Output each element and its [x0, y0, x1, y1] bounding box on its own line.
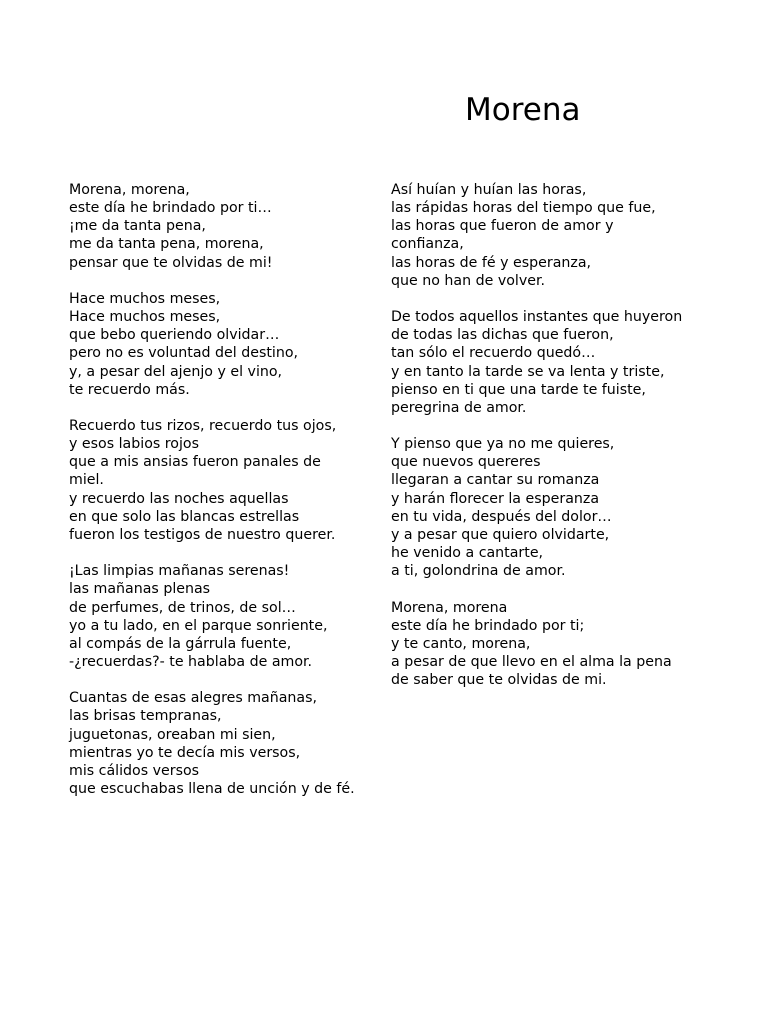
poem-line: pienso en ti que una tarde te fuiste, [391, 381, 646, 398]
poem-stanza [391, 308, 731, 417]
poem-line: que escuchabas llena de unción y de fé. [69, 781, 355, 798]
poem-line: y a pesar que quiero olvidarte, [391, 526, 610, 543]
poem-stanza [69, 290, 381, 399]
poem-line: y harán florecer la esperanza [391, 490, 600, 507]
poem-line: que a mis ansias fueron panales de [69, 454, 321, 471]
poem-line: Recuerdo tus rizos, recuerdo tus ojos, [69, 418, 337, 434]
poem-line: y te canto, morena, [391, 635, 531, 652]
poem-line: ¡Las limpias mañanas serenas! [69, 563, 290, 580]
poem-line: y en tanto la tarde se va lenta y triste, [391, 363, 665, 380]
poem-line: ¡me da tanta pena, [69, 218, 206, 235]
poem-column-right [391, 181, 731, 707]
poem-line: confianza, [391, 236, 464, 253]
poem-line: Morena, morena, [69, 182, 190, 198]
poem-line: yo a tu lado, en el parque sonriente, [69, 617, 328, 634]
poem-line: Así huían y huían las horas, [391, 182, 587, 198]
poem-line: las horas que fueron de amor y [391, 218, 614, 235]
poem-line: que no han de volver. [391, 272, 546, 289]
poem-line: -¿recuerdas?- te hablaba de amor. [69, 654, 313, 671]
poem-line: he venido a cantarte, [391, 545, 544, 562]
poem-line: y recuerdo las noches aquellas [69, 490, 289, 507]
poem-line: en tu vida, después del dolor… [391, 508, 612, 525]
poem-line: pero no es voluntad del destino, [69, 345, 299, 362]
poem-stanza [391, 599, 731, 690]
poem-line: Y pienso que ya no me quieres, [391, 436, 615, 453]
poem-line: las mañanas plenas [69, 581, 211, 598]
poem-line: te recuerdo más. [69, 381, 190, 398]
poem-line: mientras yo te decía mis versos, [69, 744, 301, 761]
poem-line: a pesar de que llevo en el alma la pena [391, 654, 672, 671]
poem-line: y esos labios rojos [69, 436, 199, 453]
poem-line: de saber que te olvidas de mi. [391, 672, 607, 689]
poem-line: Morena, morena [391, 599, 508, 616]
poem-line: me da tanta pena, morena, [69, 236, 264, 253]
poem-line: tan sólo el recuerdo quedó… [391, 345, 596, 362]
poem-line: fueron los testigos de nuestro querer. [69, 526, 336, 543]
poem-stanza [391, 181, 731, 290]
poem-stanza [69, 689, 381, 798]
poem-line: en que solo las blancas estrellas [69, 508, 300, 525]
poem-stanza [391, 435, 731, 580]
poem-line: juguetonas, oreaban mi sien, [69, 726, 276, 743]
poem-stanza [69, 562, 381, 671]
poem-title: Morena [465, 92, 581, 128]
poem-line: Hace muchos meses, [69, 290, 221, 307]
poem-stanza [69, 417, 381, 544]
poem-line: y, a pesar del ajenjo y el vino, [69, 363, 283, 380]
poem-line: peregrina de amor. [391, 399, 527, 416]
poem-line: este día he brindado por ti; [391, 617, 585, 634]
poem-line: a ti, golondrina de amor. [391, 563, 566, 580]
poem-line: llegaran a cantar su romanza [391, 472, 600, 489]
poem-stanza [69, 181, 381, 272]
poem-line: al compás de la gárrula fuente, [69, 635, 292, 652]
poem-line: pensar que te olvidas de mi! [69, 254, 273, 271]
poem-line: las brisas tempranas, [69, 708, 222, 725]
poem-line: mis cálidos versos [69, 762, 200, 779]
poem-line: que nuevos quereres [391, 454, 541, 471]
poem-line: miel. [69, 472, 104, 489]
poem-line: de perfumes, de trinos, de sol… [69, 599, 296, 616]
poem-line: las rápidas horas del tiempo que fue, [391, 200, 656, 217]
poem-line: De todos aquellos instantes que huyeron [391, 309, 683, 326]
poem-line: de todas las dichas que fueron, [391, 327, 614, 344]
poem-line: este día he brindado por ti… [69, 200, 272, 217]
poem-column-left [69, 181, 381, 816]
poem-line: Cuantas de esas alegres mañanas, [69, 690, 318, 707]
poem-line: las horas de fé y esperanza, [391, 254, 592, 271]
poem-line: que bebo queriendo olvidar… [69, 327, 280, 344]
poem-line: Hace muchos meses, [69, 309, 221, 326]
